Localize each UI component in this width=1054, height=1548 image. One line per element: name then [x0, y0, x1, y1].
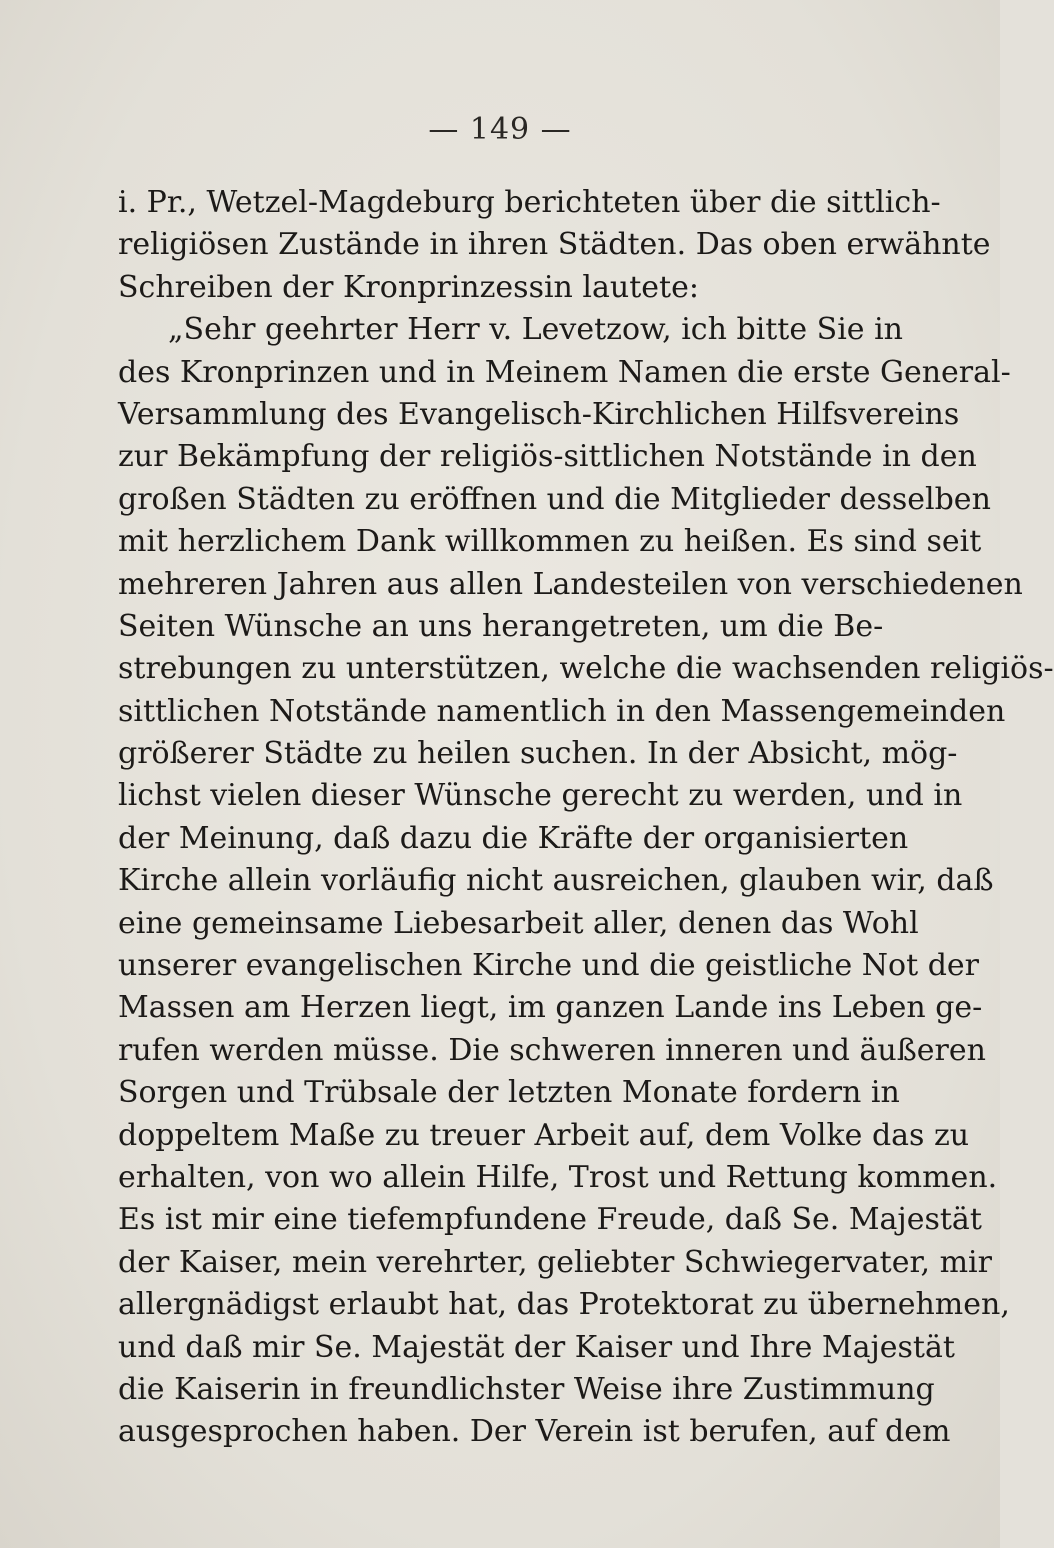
text-line: strebungen zu unterstützen, welche die wachsenden religiös-: [118, 651, 1054, 687]
page-number: — 149 —: [428, 112, 572, 147]
text-line: und daß mir Se. Majestät der Kaiser und Ihre Majestät: [118, 1329, 955, 1365]
text-line: großen Städten zu eröffnen und die Mitglieder desselben: [118, 481, 991, 517]
text-line: Sorgen und Trübsale der letzten Monate fordern in: [118, 1075, 900, 1111]
text-line: Massen am Herzen liegt, im ganzen Lande ins Leben ge-: [118, 990, 983, 1026]
text-line: zur Bekämpfung der religiös-sittlichen Notstände in den: [118, 439, 977, 475]
text-line: religiösen Zustände in ihren Städten. Das oben erwähnte: [118, 227, 991, 263]
text-line: mit herzlichem Dank willkommen zu heißen. Es sind seit: [118, 524, 982, 560]
text-line: „Sehr geehrter Herr v. Levetzow, ich bitte Sie in: [168, 312, 903, 348]
text-line: Kirche allein vorläufig nicht ausreichen, glauben wir, daß: [118, 863, 994, 899]
text-line: Seiten Wünsche an uns herangetreten, um die Be-: [118, 608, 884, 644]
text-line: lichst vielen dieser Wünsche gerecht zu werden, und in: [118, 778, 963, 814]
text-line: doppeltem Maße zu treuer Arbeit auf, dem Volke das zu: [118, 1117, 970, 1153]
text-line: des Kronprinzen und in Meinem Namen die erste General-: [118, 354, 1011, 390]
body-text: [118, 182, 1054, 1454]
text-line: Versammlung des Evangelisch-Kirchlichen Hilfsvereins: [118, 396, 960, 432]
text-line: allergnädigst erlaubt hat, das Protektorat zu übernehmen,: [118, 1287, 1010, 1323]
text-line: erhalten, von wo allein Hilfe, Trost und Rettung kommen.: [118, 1159, 998, 1195]
text-line: mehreren Jahren aus allen Landesteilen von verschiedenen: [118, 566, 1023, 602]
text-line: sittlichen Notstände namentlich in den Massengemeinden: [118, 693, 1006, 729]
text-line: Schreiben der Kronprinzessin lautete:: [118, 269, 699, 305]
text-line: unserer evangelischen Kirche und die geistliche Not der: [118, 948, 979, 984]
text-line: i. Pr., Wetzel-Magdeburg berichteten über die sittlich-: [118, 185, 941, 220]
text-line: der Kaiser, mein verehrter, geliebter Schwiegervater, mir: [118, 1244, 992, 1280]
text-line: eine gemeinsame Liebesarbeit aller, denen das Wohl: [118, 905, 919, 941]
text-line: die Kaiserin in freundlichster Weise ihre Zustimmung: [118, 1371, 935, 1407]
text-line: Es ist mir eine tiefempfundene Freude, daß Se. Majestät: [118, 1202, 982, 1238]
text-line: der Meinung, daß dazu die Kräfte der organisierten: [118, 820, 909, 856]
text-line: rufen werden müsse. Die schweren inneren und äußeren: [118, 1032, 986, 1068]
text-line: größerer Städte zu heilen suchen. In der Absicht, mög-: [118, 736, 958, 772]
text-line: ausgesprochen haben. Der Verein ist berufen, auf dem: [118, 1414, 951, 1450]
